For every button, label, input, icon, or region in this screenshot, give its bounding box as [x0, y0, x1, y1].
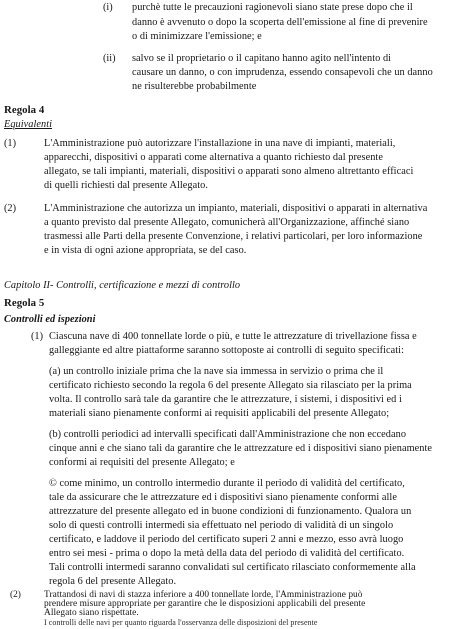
regola-4-para-2-line-3: trasmessi alle Parti della presente Convenzione, i relativi particolari, per loro informazione: [44, 231, 423, 242]
regola-4-para-1-line-2: apparecchi, dispositivi o apparati come alternativa a quanto richiesto dal presente: [44, 152, 383, 163]
chapter-heading: Capitolo II- Controlli, certificazione e mezzi di controllo: [4, 280, 241, 291]
regola-4-para-1-marker: (1): [4, 138, 17, 149]
regola-5-para-2-line-1: Trattandosi di navi di stazza inferiore a 400 tonnellate lorde, l'Amministrazione può: [44, 590, 363, 600]
regola-4-para-2-line-4: e in vista di ogni azione appropriata, se del caso.: [44, 245, 247, 256]
sub-c-line-3: attrezzature del presente allegato ed in buone condizioni di funzionamento. Qualora un: [49, 506, 412, 517]
sub-c-line-1: © come minimo, un controllo intermedio durante il periodo di validità del certificato,: [49, 478, 405, 489]
regola-5-para-1-line-1: Ciascuna nave di 400 tonnellate lorde o più, e tutte le attrezzature di trivellazione fissa e: [49, 331, 417, 342]
item-i-line-2: danno è avvenuto o dopo la scoperta dell'emissione al fine di prevenire: [132, 17, 428, 28]
regola-5-para-2-marker: (2): [10, 590, 21, 600]
regola-4-para-1-line-4: di quelli richiesti dal presente Allegato.: [44, 180, 208, 191]
item-i-line-1: purchè tutte le precauzioni ragionevoli siano state prese dopo che il: [132, 2, 413, 13]
sub-a-line-3: volta. Il controllo sarà tale da garantire che le attrezzature, i sistemi, i dispositivi ed i: [49, 394, 402, 405]
item-ii-line-1: salvo se il proprietario o il capitano hanno agito nell'intento di: [132, 53, 392, 64]
sub-c-line-6: entro sei mesi - prima o dopo la metà della data del periodo di validità del certificato.: [49, 548, 405, 559]
sub-c-line-7: Tali controlli intermedi saranno convalidati sul certificato rilasciato conformemente alla: [49, 562, 416, 573]
regola-4-para-2-line-2: a quanto previsto dal presente Allegato, comunicherà all'Organizzazione, affinché siano: [44, 217, 410, 228]
regola-4-para-2-marker: (2): [4, 203, 17, 214]
regola-4-title: Regola 4: [4, 104, 45, 116]
item-ii-line-3: ne risulterebbe probabilmente: [132, 81, 257, 92]
regola-4-para-1-line-1: L'Amministrazione può autorizzare l'installazione in una nave di impianti, materiali,: [44, 138, 396, 149]
sub-b-line-1: (b) controlli periodici ad intervalli specificati dall'Amministrazione che non eccedano: [49, 429, 407, 440]
regola-4-para-1-line-3: allegato, se tali impianti, materiali, dispositivi o apparati sono almeno altrettanto efficaci: [44, 166, 414, 177]
sub-c-line-2: tale da assicurare che le attrezzature ed i dispositivi siano pienamente conformi alle: [49, 492, 397, 503]
sub-b-line-3: conformi ai requisiti del presente Allegato; e: [49, 457, 235, 468]
regola-5-para-2-line-2: prendere misure appropriate per garantire che le disposizioni applicabili del presente: [44, 599, 366, 609]
sub-a-line-1: (a) un controllo iniziale prima che la nave sia immessa in servizio o prima che il: [49, 366, 384, 377]
item-ii-line-2: causare un danno, o con imprudenza, essendo consapevoli che un danno: [132, 67, 433, 78]
sub-c-line-8: regola 6 del presente Allegato.: [49, 576, 177, 587]
sub-c-line-4: solo di questi controlli intermedi sia effettuato nel periodo di validità di un singolo: [49, 520, 394, 531]
sub-a-line-2: certificato richiesto secondo la regola 6 del presente Allegato sia rilasciato per la prima: [49, 380, 412, 391]
regola-5-subtitle: Controlli ed ispezioni: [4, 314, 96, 325]
sub-a-line-4: materiali siano pienamente conformi ai requisiti applicabili del presente Allegato;: [49, 408, 390, 419]
regola-4-para-2-line-1: L'Amministrazione che autorizza un impianto, materiali, dispositivi o apparati in alternativa: [44, 203, 428, 214]
item-marker-i: (i): [103, 2, 113, 13]
regola-4-subtitle: Equivalenti: [4, 119, 53, 130]
regola-5-para-1-line-2: galleggiante ed altre piattaforme saranno sottoposte ai controlli di seguito specificati:: [49, 345, 405, 356]
item-marker-ii: (ii): [103, 53, 116, 64]
regola-5-para-3-line-1: I controlli delle navi per quanto riguarda l'osservanza delle disposizioni del presente: [44, 618, 318, 627]
sub-c-line-5: certificato, e laddove il periodo del certificato superi 2 anni e mezzo, esso avrà luogo: [49, 534, 404, 545]
regola-5-para-2-line-3: Allegato siano rispettate.: [44, 608, 139, 618]
item-i-line-3: o di minimizzare l'emissione; e: [132, 31, 262, 42]
regola-5-title: Regola 5: [4, 297, 45, 309]
regola-5-para-1-marker: (1): [31, 331, 44, 342]
sub-b-line-2: cinque anni e che siano tali da garantire che le attrezzature ed i dispositivi siano pienamente: [49, 443, 433, 454]
